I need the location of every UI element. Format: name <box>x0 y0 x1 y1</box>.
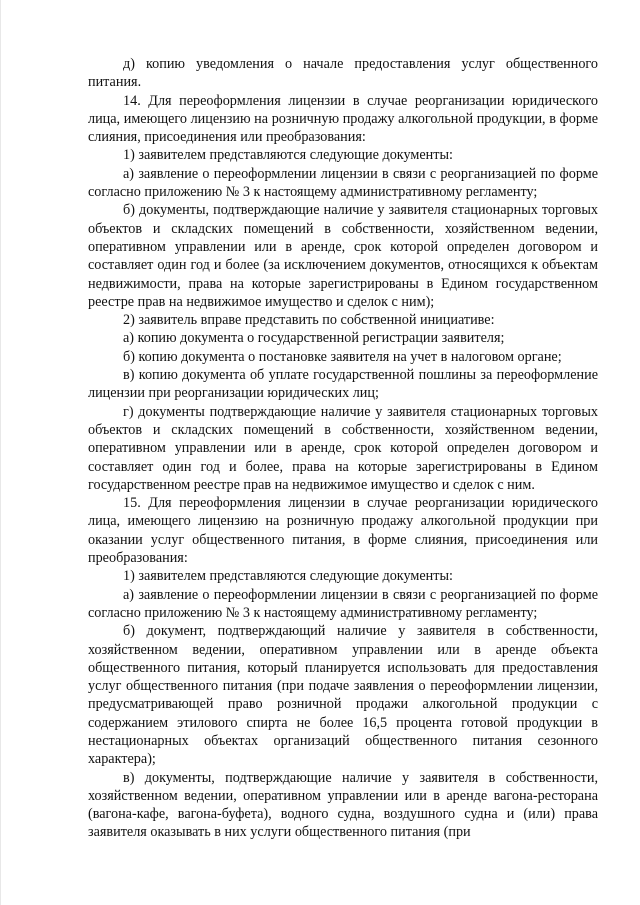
paragraph-14-1: 1) заявителем представляются следующие документы: <box>123 147 453 164</box>
paragraph-13d: д) копию уведомления о начале предоставления услуг общественного питания. <box>88 56 598 91</box>
paragraph-14-2a: а) копию документа о государственной регистрации заявителя; <box>123 330 505 347</box>
paragraph-14-2: 2) заявитель вправе представить по собственной инициативе: <box>123 312 495 329</box>
paragraph-15-1v: в) документы, подтверждающие наличие у заявителя в собственности, хозяйственном ведении, оперативном управлении или в аренде вагона-ресторана (вагона-кафе, вагона-буфета), водного судна, воздушного судна и (или) права заявителя оказывать в них услуги общественного питания (при <box>88 769 598 841</box>
paragraph-14-2g: г) документы подтверждающие наличие у заявителя стационарных торговых объектов и складских помещений в собственности, хозяйственном ведении, оперативном управлении или в аренде, срок которой определен договором и составляет один год и более, права на которые зарегистрированы в Едином государственном реестре прав на недвижимое имущество и сделок с ним. <box>88 403 598 493</box>
paragraph-15-1: 1) заявителем представляются следующие документы: <box>123 568 453 585</box>
document-body <box>88 55 598 842</box>
paragraph-15-1a: а) заявление о переоформлении лицензии в связи с реорганизацией по форме согласно приложению № 3 к настоящему административному регламенту; <box>88 586 598 621</box>
paragraph-14-1b: б) документы, подтверждающие наличие у заявителя стационарных торговых объектов и складских помещений в собственности, хозяйственном ведении, оперативном управлении или в аренде, срок которой определен договором и составляет один год и более (за исключением документов, относящихся к объектам недвижимости, права на которые зарегистрированы в Едином государственном реестре прав на недвижимое имущество и сделок с ним); <box>88 202 598 310</box>
paragraph-15-1b: б) документ, подтверждающий наличие у заявителя в собственности, хозяйственном ведении, оперативном управлении или в аренде объекта общественного питания, который планируется использовать для предоставления услуг общественного питания (при подаче заявления о переоформлении лицензии, предусматривающей право розничной продажи алкогольной продукции с содержанием этилового спирта не более 16,5 процента готовой продукции в нестационарных объектах организаций общественного питания сезонного характера); <box>88 623 598 768</box>
paragraph-14-heading: 14. Для переоформления лицензии в случае реорганизации юридического лица, имеющего лицензию на розничную продажу алкогольной продукции, в форме слияния, присоединения или преобразования: <box>88 92 598 146</box>
paragraph-14-2b: б) копию документа о постановке заявителя на учет в налоговом органе; <box>123 348 562 365</box>
paragraph-14-1a: а) заявление о переоформлении лицензии в связи с реорганизацией по форме согласно приложению № 3 к настоящему административному регламенту; <box>88 165 598 201</box>
paragraph-15-heading: 15. Для переоформления лицензии в случае реорганизации юридического лица, имеющего лицензию на розничную продажу алкогольной продукции при оказании услуг общественного питания, в форме слияния, присоединения или преобразования: <box>88 495 598 567</box>
paragraph-14-2v: в) копию документа об уплате государственной пошлины за переоформление лицензии при реорганизации юридических лиц; <box>88 367 598 402</box>
